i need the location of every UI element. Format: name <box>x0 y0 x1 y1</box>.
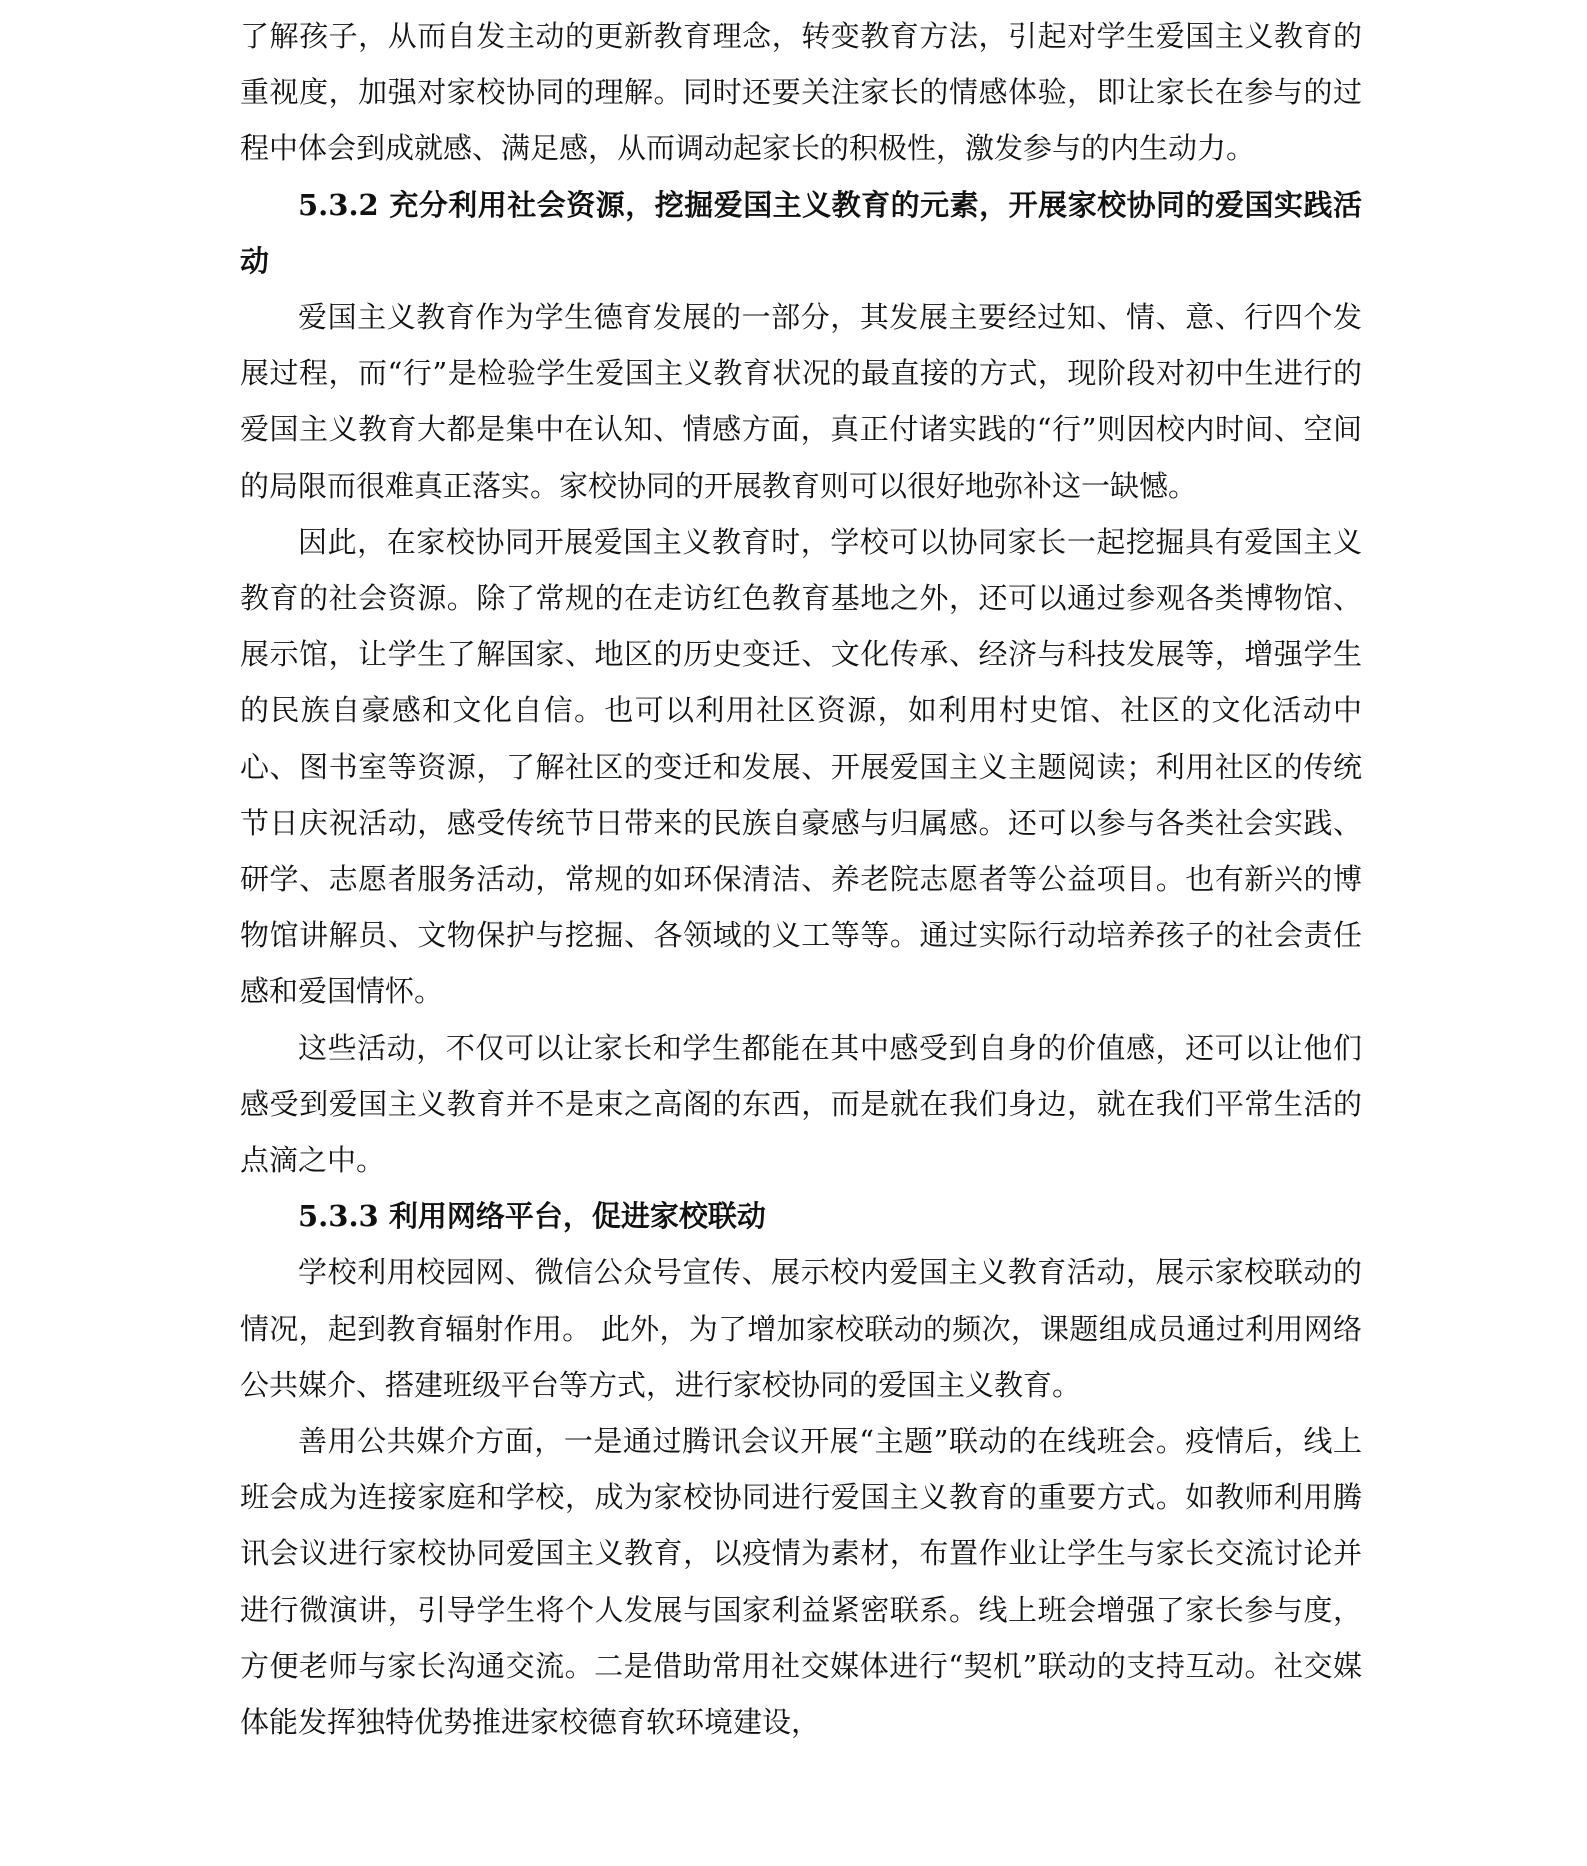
paragraph-continuation: 了解孩子，从而自发主动的更新教育理念，转变教育方法，引起对学生爱国主义教育的重视度，加强对家校协同的理解。同时还要关注家长的情感体验，即让家长在参与的过程中体会到成就感、满足感，从而调动起家长的积极性，激发参与的内生动力。 <box>240 19 1362 166</box>
section-heading-5-3-3: 5.3.3 利用网络平台，促进家校联动 <box>298 1199 766 1234</box>
paragraph-social-resources: 因此，在家校协同开展爱国主义教育时，学校可以协同家长一起挖掘具有爱国主义教育的社会资源。除了常规的在走访红色教育基地之外，还可以通过参观各类博物馆、展示馆，让学生了解国家、地区的历史变迁、文化传承、经济与科技发展等，增强学生的民族自豪感和文化自信。也可以利用社区资源，如利用村史馆、社区的文化活动中心、图书室等资源，了解社区的变迁和发展、开展爱国主义主题阅读；利用社区的传统节日庆祝活动，感受传统节日带来的民族自豪感与归属感。还可以参与各类社会实践、研学、志愿者服务活动，常规的如环保清洁、养老院志愿者等公益项目。也有新兴的博物馆讲解员、文物保护与挖掘、各领域的义工等等。通过实际行动培养孩子的社会责任感和爱国情怀。 <box>240 524 1362 1009</box>
paragraph-activities-value: 这些活动，不仅可以让家长和学生都能在其中感受到自身的价值感，还可以让他们感受到爱国主义教育并不是束之高阁的东西，而是就在我们身边，就在我们平常生活的点滴之中。 <box>240 1030 1362 1178</box>
paragraph-network-platform: 学校利用校园网、微信公众号宣传、展示校内爱国主义教育活动，展示家校联动的情况，起到教育辐射作用。 此外，为了增加家校联动的频次，课题组成员通过利用网络公共媒介、搭建班级平台等方式，进行家校协同的爱国主义教育。 <box>240 1255 1362 1402</box>
document-page <box>240 8 1362 1750</box>
section-heading-5-3-2: 5.3.2 充分利用社会资源，挖掘爱国主义教育的元素，开展家校协同的爱国实践活动 <box>240 187 1362 278</box>
paragraph-public-media: 善用公共媒介方面，一是通过腾讯会议开展“主题”联动的在线班会。疫情后，线上班会成为连接家庭和学校，成为家校协同进行爱国主义教育的重要方式。如教师利用腾讯会议进行家校协同爱国主义教育，以疫情为素材，布置作业让学生与家长交流讨论并进行微演讲，引导学生将个人发展与国家利益紧密联系。线上班会增强了家长参与度，方便老师与家长沟通交流。二是借助常用社交媒体进行“契机”联动的支持互动。社交媒体能发挥独特优势推进家校德育软环境建设， <box>240 1424 1362 1740</box>
paragraph-practice-intro: 爱国主义教育作为学生德育发展的一部分，其发展主要经过知、情、意、行四个发展过程，而“行”是检验学生爱国主义教育状况的最直接的方式，现阶段对初中生进行的爱国主义教育大都是集中在认知、情感方面，真正付诸实践的“行”则因校内时间、空间的局限而很难真正落实。家校协同的开展教育则可以很好地弥补这一缺憾。 <box>240 300 1362 503</box>
